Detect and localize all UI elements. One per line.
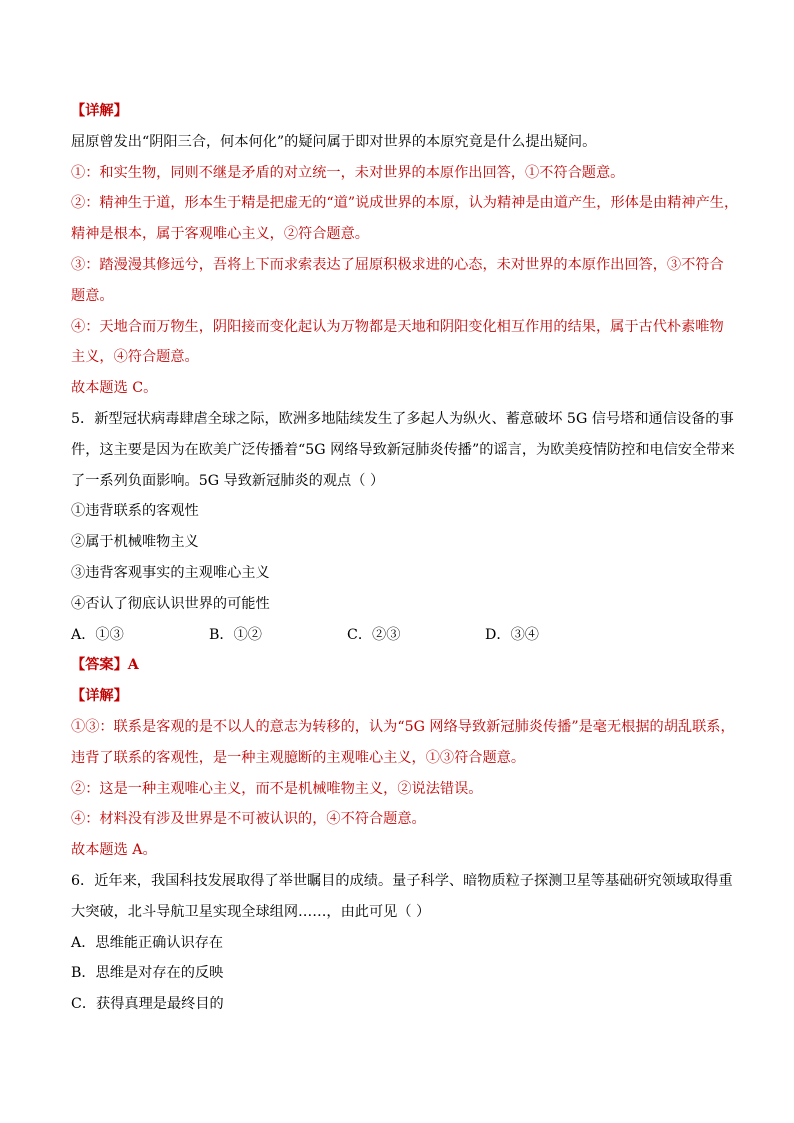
q5-option-d: D．③④ [485,626,539,643]
q5-item: ①违背联系的客观性 [71,503,199,520]
q5-option-c: C．②③ [347,626,401,643]
q5-detail-line: ④：材料没有涉及世界是不可被认识的，④不符合题意。 [71,811,426,828]
q5-detail-line: ①③：联系是客观的是不以人的意志为转移的，认为“5G 网络导致新冠肺炎传播”是毫无根据的胡乱联系， [71,718,735,735]
q5-option-a: A．①③ [71,626,124,643]
q4-detail-label: 【详解】 [71,103,128,119]
q5-stem-line: 件，这主要是因为在欧美广泛传播着“5G 网络导致新冠肺炎传播”的谣言，为欧美疫情防控和电信安全带来 [71,441,735,458]
q5-detail-line: ②：这是一种主观唯心主义，而不是机械唯物主义，②说法错误。 [71,780,483,797]
q6-stem-line: 大突破，北斗导航卫星实现全球组网……，由此可见（ ） [71,903,431,920]
q4-detail-line: ④：天地合而万物生，阴阳接而变化起认为万物都是天地和阴阳变化相互作用的结果，属于古代朴素唯物 [71,318,724,335]
q5-detail-label: 【详解】 [71,688,128,705]
q5-item: ③违背客观事实的主观唯心主义 [71,564,270,581]
q4-detail-line: ③：踏漫漫其修远兮，吾将上下而求索表达了屈原积极求进的心态，未对世界的本原作出回答，③不符合 [71,256,724,273]
q4-detail-line: ①：和实生物，同则不继是矛盾的对立统一，未对世界的本原作出回答，①不符合题意。 [71,164,625,181]
q6-option-c: C．获得真理是最终目的 [71,996,224,1013]
q5-conclusion: 故本题选 A。 [71,842,157,859]
q4-conclusion: 故本题选 C。 [71,380,158,397]
q5-options [71,620,731,651]
q4-detail-line: ②：精神生于道，形本生于精是把虚无的“道”说成世界的本原，认为精神是由道产生，形体是由精神产生， [71,195,739,212]
q4-detail-line: 屈原曾发出“阴阳三合，何本何化”的疑问属于即对世界的本原究竟是什么提出疑问。 [71,133,597,150]
document-page [71,96,739,1020]
q5-stem-line: 了一系列负面影响。5G 导致新冠肺炎的观点（ ） [71,472,385,489]
q4-detail-line: 精神是根本，属于客观唯心主义，②符合题意。 [71,226,369,243]
q5-option-b: B．①② [209,626,262,643]
q4-detail-line: 题意。 [71,287,114,304]
q5-detail-line: 违背了联系的客观性，是一种主观臆断的主观唯心主义，①③符合题意。 [71,749,526,766]
q5-stem-line: 5．新型冠状病毒肆虐全球之际，欧洲多地陆续发生了多起人为纵火、蓄意破坏 5G 信号塔和通信设备的事 [71,410,734,427]
q4-detail-line: 主义，④符合题意。 [71,349,199,366]
q6-stem-line: 6．近年来，我国科技发展取得了举世瞩目的成绩。量子科学、暗物质粒子探测卫星等基础研究领域取得重 [71,872,733,889]
q5-item: ④否认了彻底认识世界的可能性 [71,595,270,612]
q6-option-b: B．思维是对存在的反映 [71,965,224,982]
q6-option-a: A．思维能正确认识存在 [71,934,224,951]
q5-item: ②属于机械唯物主义 [71,534,199,551]
q5-answer: 【答案】A [71,657,139,674]
